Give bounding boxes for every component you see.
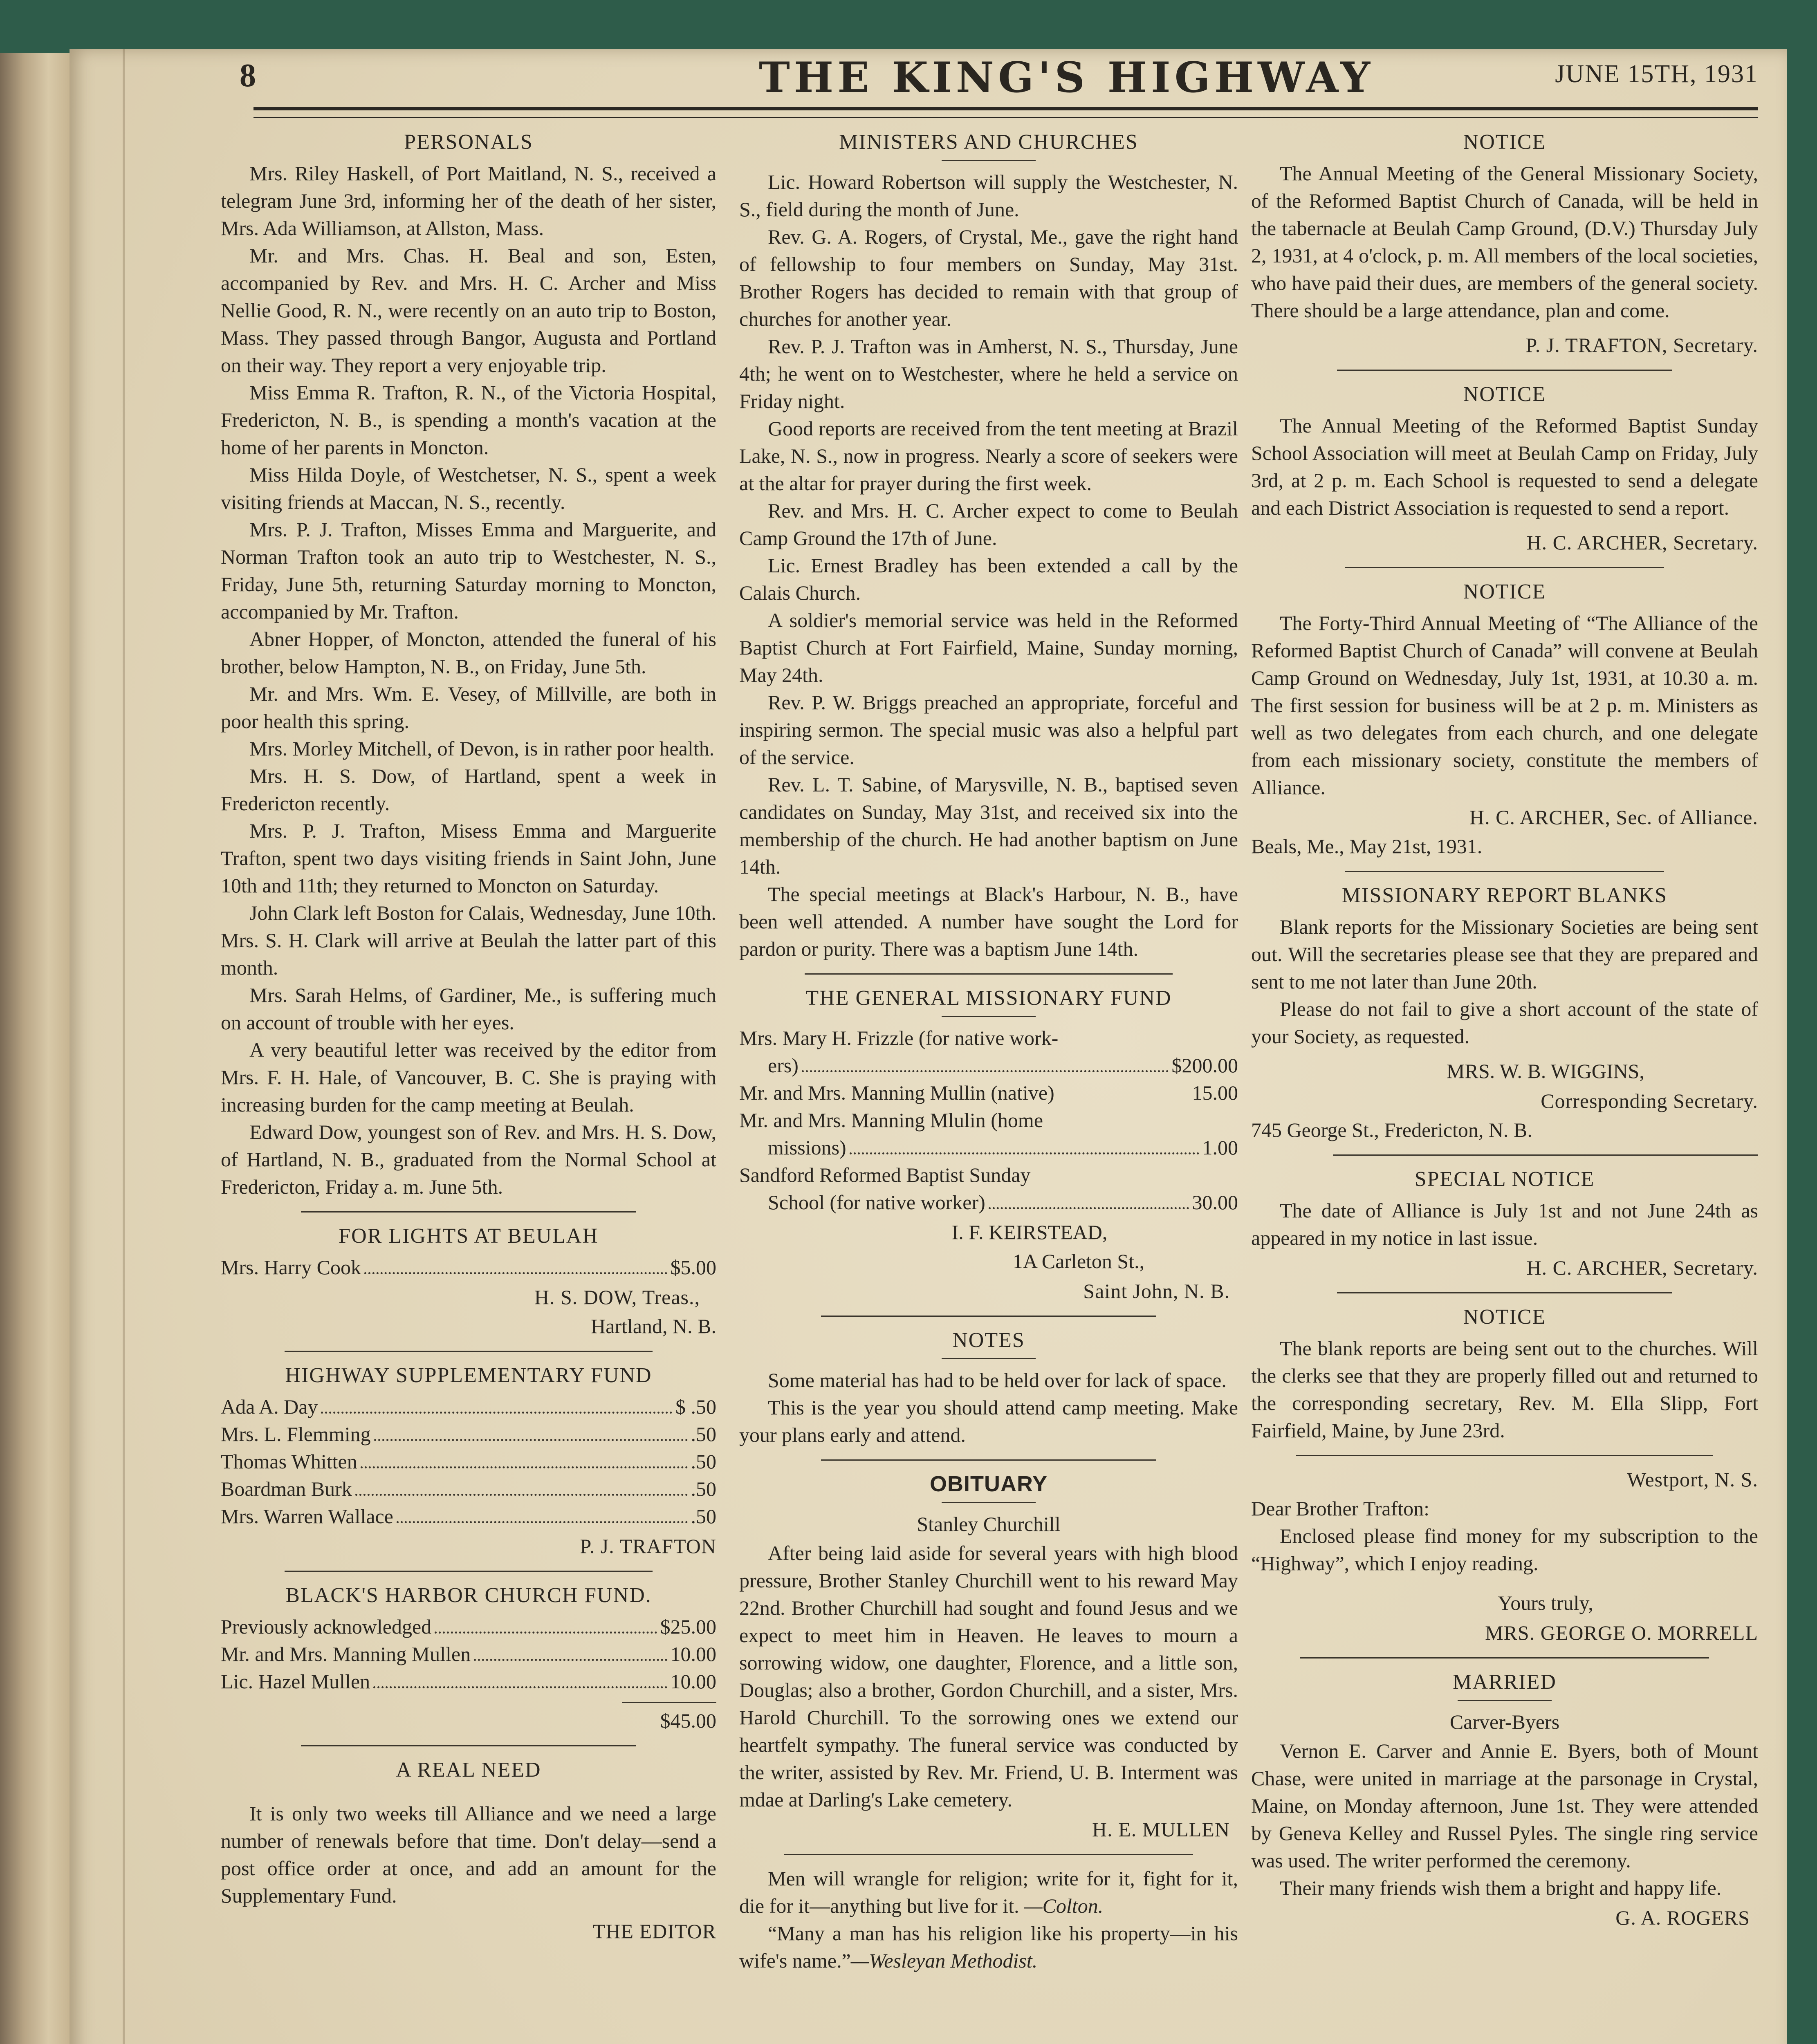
personal-item: Mr. and Mrs. Chas. H. Beal and son, Esten, accompanied by Rev. and Mrs. H. C. Archer and Miss Nellie Good, R. N., were recently on an auto trip to Boston, Mass. They passed through Bangor, Augusta and Portland on their way. They report a very enjoyable trip. — [221, 244, 716, 377]
donation-amount: $ .50 — [675, 1395, 716, 1418]
notice-alliance — [1251, 578, 1758, 860]
leader-dots — [802, 1070, 1169, 1072]
ledger-row — [221, 1503, 716, 1530]
leader-dots — [989, 1207, 1189, 1209]
donation-amount: $5.00 — [670, 1256, 716, 1279]
section-divider — [1337, 370, 1672, 371]
section-divider — [805, 973, 1173, 975]
notice-signature: H. C. ARCHER, Secretary. — [1526, 531, 1758, 554]
church-news-item: Rev. P. W. Briggs preached an appropriate, forceful and inspiring sermon. The special music was also a helpful part of the service. — [739, 691, 1238, 769]
blacks-harbor-fund-section — [221, 1582, 716, 1735]
church-news-item: Good reports are received from the tent meeting at Brazil Lake, N. S., now in progress. Nearly a score of seekers were at the altar for prayer during the first week. — [739, 417, 1238, 495]
ledger-row-label: Mr. and Mrs. Manning Mlulin (home — [739, 1109, 1043, 1132]
church-news-item: A soldier's memorial service was held in the Reformed Baptist Church at Fort Fairfield, Maine, Sunday morning, May 24th. — [739, 609, 1238, 686]
section-divider — [1296, 1455, 1713, 1456]
section-heading: NOTICE — [1463, 130, 1546, 154]
heading-underline — [1458, 1700, 1552, 1701]
heading-underline — [942, 1016, 1036, 1017]
obituary-section — [739, 1470, 1238, 1843]
missionary-fund-section — [739, 984, 1238, 1305]
notice-text: The Annual Meeting of the General Missionary Society, of the Reformed Baptist Church of Canada, will be held in the tabernacle at Beulah Camp Ground, (D.V.) Thursday July 2, 1931, at 4 o'clock, p. m. All members of the local societies, who have paid their dues, are members of the general society. There should be a large attendance, plan and come. — [1251, 162, 1758, 322]
donor-name: Thomas Whitten — [221, 1450, 357, 1473]
keirstead-address: 1A Carleton St., — [1012, 1250, 1145, 1273]
ledger-row — [739, 1052, 1238, 1079]
report-blanks-section — [1251, 882, 1758, 1144]
ministers-churches-section — [739, 128, 1238, 963]
church-news-item: Rev. L. T. Sabine, of Marysville, N. B., baptised seven candidates on Sunday, May 31st, and received six into the membership of the church. He had another baptism on June 14th. — [739, 773, 1238, 878]
church-news-item: Rev. and Mrs. H. C. Archer expect to come to Beulah Camp Ground the 17th of June. — [739, 499, 1238, 549]
masthead-rule-thick — [253, 107, 1758, 110]
real-need-section — [221, 1756, 716, 1945]
married-text: Their many friends wish them a bright and happy life. — [1280, 1876, 1722, 1899]
section-heading: MINISTERS AND CHURCHES — [839, 130, 1138, 154]
section-heading: FOR LIGHTS AT BEULAH — [339, 1224, 599, 1248]
ledger-row — [739, 1134, 1238, 1161]
ledger-row — [221, 1641, 716, 1668]
section-heading: PERSONALS — [404, 130, 533, 154]
subscriber-letter — [1251, 1466, 1758, 1647]
notice-text: The blank reports are being sent out to the churches. Will the clerks see that they are properly filled out and returned to the corresponding secretary, Rev. M. Ella Slipp, Fort Fairfield, Maine, by June 23rd. — [1251, 1337, 1758, 1442]
personal-item: Mrs. P. J. Trafton, Misses Emma and Marguerite, and Norman Trafton took an auto trip to Westchester, N. S., Friday, June 5th, returning Saturday morning to Moncton, accompanied by Mr. Trafton. — [221, 518, 716, 623]
personals-section — [221, 128, 716, 1201]
leader-dots — [361, 1466, 688, 1468]
leader-dots — [397, 1521, 688, 1523]
section-heading: THE GENERAL MISSIONARY FUND — [805, 986, 1172, 1010]
donor-name: missions) — [768, 1136, 846, 1159]
supplementary-fund-section — [221, 1362, 716, 1560]
note-item: This is the year you should attend camp meeting. Make your plans early and attend. — [739, 1396, 1238, 1446]
section-heading: NOTICE — [1463, 1305, 1546, 1329]
notice-signature: H. C. ARCHER, Sec. of Alliance. — [1469, 806, 1758, 829]
personal-item: John Clark left Boston for Calais, Wednesday, June 10th. Mrs. S. H. Clark will arrive at Beulah the latter part of this month. — [221, 901, 716, 979]
letter-closing: Yours truly, — [1498, 1591, 1593, 1614]
publication-title: THE KING'S HIGHWAY — [759, 53, 1375, 102]
wiggins-title: Corresponding Secretary. — [1541, 1089, 1758, 1112]
leader-dots — [364, 1272, 667, 1274]
notice-dateline: Beals, Me., May 21st, 1931. — [1251, 835, 1483, 858]
column-right — [1251, 123, 1758, 1933]
ledger-row — [739, 1189, 1238, 1216]
treasurer-signature: H. S. DOW, Treas., — [534, 1286, 700, 1309]
donor-name: Ada A. Day — [221, 1395, 318, 1418]
section-heading: NOTICE — [1463, 580, 1546, 603]
letter-body: Enclosed please find money for my subscription to the “Highway”, which I enjoy reading. — [1251, 1524, 1758, 1575]
personal-item: Miss Hilda Doyle, of Westchetser, N. S., spent a week visiting friends at Maccan, N. S., recently. — [221, 463, 716, 513]
notice-blank-reports — [1251, 1303, 1758, 1444]
section-divider — [301, 1745, 636, 1746]
quote-source: —Colton. — [1024, 1894, 1104, 1917]
section-divider — [1345, 567, 1664, 568]
married-names: Carver-Byers — [1449, 1710, 1560, 1733]
wiggins-address: 745 George St., Fredericton, N. B. — [1251, 1118, 1532, 1141]
section-divider — [285, 1351, 653, 1352]
personal-item: Abner Hopper, of Moncton, attended the funeral of his brother, below Hampton, N. B., on Friday, June 5th. — [221, 628, 716, 678]
donor-name: Previously acknowledged — [221, 1615, 432, 1638]
donation-amount: .50 — [691, 1423, 716, 1446]
section-heading: HIGHWAY SUPPLEMENTARY FUND — [285, 1364, 652, 1387]
ledger-row — [221, 1393, 716, 1421]
personal-item: Mrs. Riley Haskell, of Port Maitland, N. S., received a telegram June 3rd, informing her of the death of her sister, Mrs. Ada Williamson, at Allston, Mass. — [221, 162, 716, 240]
obituary-name: Stanley Churchill — [917, 1513, 1061, 1535]
ledger-row — [221, 1668, 716, 1695]
section-divider — [285, 1571, 653, 1572]
ledger-row — [221, 1475, 716, 1503]
donor-name: Boardman Burk — [221, 1477, 352, 1500]
ledger-row — [221, 1613, 716, 1641]
quote-text: “Many a man has his religion like his property—in his wife's name.” — [739, 1922, 1238, 1972]
section-heading: MARRIED — [1453, 1670, 1557, 1694]
personal-item: Mrs. P. J. Trafton, Misess Emma and Marguerite Trafton, spent two days visiting friends in Saint John, June 10th and 11th; they returned to Moncton on Saturday. — [221, 819, 716, 897]
donor-name: Lic. Hazel Mullen — [221, 1670, 370, 1693]
quote-source: —Wesleyan Methodist. — [850, 1949, 1038, 1972]
section-divider — [1345, 871, 1664, 872]
section-divider — [301, 1211, 636, 1213]
section-heading: NOTES — [952, 1329, 1025, 1352]
ledger-row — [739, 1079, 1238, 1107]
donor-name: Mrs. Harry Cook — [221, 1256, 361, 1279]
quote-text: Men will wrangle for religion; write for it, fight for it, die for it—anything but live for it. — [739, 1867, 1238, 1917]
section-divider — [1333, 1154, 1758, 1156]
special-notice-section — [1251, 1165, 1758, 1282]
book-page-edges — [0, 53, 70, 2044]
section-heading: BLACK'S HARBOR CHURCH FUND. — [285, 1584, 652, 1607]
donor-name: Mr. and Mrs. Manning Mullen — [221, 1643, 471, 1665]
notice-missionary-society — [1251, 128, 1758, 359]
donation-amount: 15.00 — [1192, 1081, 1238, 1104]
donor-name: Mr. and Mrs. Manning Mullin (native) — [739, 1081, 1054, 1104]
section-divider — [821, 1316, 1156, 1317]
church-news-item: Lic. Ernest Bradley has been extended a call by the Calais Church. — [739, 554, 1238, 604]
leader-dots — [435, 1632, 657, 1634]
special-notice-text: The date of Alliance is July 1st and not June 24th as appeared in my notice in last issue. — [1251, 1199, 1758, 1249]
editorial-paragraph: It is only two weeks till Alliance and we need a large number of renewals before that time. Don't delay—send a post office order at once, and add an amount for the Supplementary Fund. — [221, 1802, 716, 1907]
notice-text: The Forty-Third Annual Meeting of “The Alliance of the Reformed Baptist Church of Canada” will convene at Beulah Camp Ground on Wednesday, July 1st, 1931, at 10.30 a. m. The first session for business will be at 2 p. m. Ministers as well as two delegates from each church, and one delegate from each missionary society, constitute the members of Alliance. — [1251, 612, 1758, 799]
leader-dots — [850, 1152, 1199, 1154]
donor-name: Mrs. Warren Wallace — [221, 1505, 393, 1528]
leader-dots — [355, 1494, 688, 1496]
donation-amount: .50 — [691, 1505, 716, 1528]
leader-dots — [374, 1439, 688, 1441]
donation-amount: $200.00 — [1171, 1054, 1238, 1077]
leader-dots — [321, 1412, 672, 1414]
section-heading: SPECIAL NOTICE — [1414, 1168, 1595, 1191]
notice-signature: P. J. TRAFTON, Secretary. — [1525, 334, 1758, 356]
section-divider — [1337, 1292, 1672, 1293]
page-number: 8 — [240, 58, 256, 94]
notice-sunday-school — [1251, 381, 1758, 556]
quote-item — [739, 1920, 1238, 1975]
ledger-row-label: Sandford Reformed Baptist Sunday — [739, 1163, 1031, 1186]
donor-name: Mrs. L. Flemming — [221, 1423, 371, 1446]
married-signature: G. A. ROGERS — [1615, 1906, 1750, 1929]
ledger-row — [221, 1421, 716, 1448]
leader-dots — [373, 1686, 667, 1688]
section-heading: OBITUARY — [930, 1472, 1048, 1496]
personal-item: Mr. and Mrs. Wm. E. Vesey, of Millville, are both in poor health this spring. — [221, 682, 716, 733]
report-blanks-text: Please do not fail to give a short account of the state of your Society, as requested. — [1251, 997, 1758, 1048]
personal-item: A very beautiful letter was received by the editor from Mrs. F. H. Hale, of Vancouver, B. C. She is praying with increasing burden for the camp meeting at Beulah. — [221, 1038, 716, 1116]
section-heading: MISSIONARY REPORT BLANKS — [1341, 884, 1668, 907]
personal-item: Mrs. Morley Mitchell, of Devon, is in rather poor health. — [249, 737, 715, 760]
married-text: Vernon E. Carver and Annie E. Byers, both of Mount Chase, were united in marriage at the parsonage in Crystal, Maine, on Monday afternoon, June 1st. They were attended by Geneva Kelley and Russel Pyles. The single ring service was used. The writer performed the ceremony. — [1251, 1739, 1758, 1872]
fund-total: $45.00 — [660, 1709, 716, 1732]
church-news-item: The special meetings at Black's Harbour, N. B., have been well attended. A number have sought the Lord for pardon or purity. There was a baptism June 14th. — [739, 883, 1238, 960]
ledger-row-label: Mrs. Mary H. Frizzle (for native work- — [739, 1026, 1059, 1049]
masthead-rule-thin — [253, 117, 1758, 118]
fund-signature: P. J. TRAFTON — [580, 1535, 716, 1558]
editor-signature: THE EDITOR — [592, 1920, 716, 1943]
personal-item: Edward Dow, youngest son of Rev. and Mrs. H. S. Dow, of Hartland, N. B., graduated from the Normal School at Fredericton, Friday a. m. June 5th. — [221, 1121, 716, 1198]
notes-section — [739, 1327, 1238, 1449]
married-section — [1251, 1668, 1758, 1932]
section-heading: A REAL NEED — [396, 1758, 541, 1782]
donation-amount: 10.00 — [670, 1643, 716, 1665]
donation-amount: .50 — [691, 1450, 716, 1473]
leader-dots — [474, 1659, 667, 1661]
church-news-item: Lic. Howard Robertson will supply the Westchester, N. S., field during the month of June. — [739, 170, 1238, 221]
section-heading: NOTICE — [1463, 383, 1546, 406]
donation-amount: 1.00 — [1202, 1136, 1238, 1159]
quotes-section — [739, 1865, 1238, 1975]
keirstead-city: Saint John, N. B. — [1083, 1280, 1230, 1302]
obituary-signature: H. E. MULLEN — [1092, 1818, 1230, 1841]
section-divider — [784, 1854, 1193, 1855]
keirstead-signature: I. F. KEIRSTEAD, — [951, 1221, 1108, 1244]
church-news-item: Rev. P. J. Trafton was in Amherst, N. S., Thursday, June 4th; he went on to Westchester, where he held a service on Friday night. — [739, 335, 1238, 412]
report-blanks-text: Blank reports for the Missionary Societies are being sent out. Will the secretaries please see that they are prepared and sent to me not later than June 20th. — [1251, 915, 1758, 993]
column-middle — [739, 123, 1238, 1975]
letter-signature: MRS. GEORGE O. MORRELL — [1485, 1621, 1758, 1644]
personal-item: Mrs. H. S. Dow, of Hartland, spent a week in Fredericton recently. — [221, 764, 716, 815]
section-divider — [821, 1459, 1156, 1461]
church-news-item: Rev. G. A. Rogers, of Crystal, Me., gave the right hand of fellowship to four members on Sunday, May 31st. Brother Rogers has decided to remain with that group of churches for another year. — [739, 225, 1238, 330]
heading-underline — [942, 160, 1036, 161]
total-rule — [622, 1702, 716, 1703]
donation-amount: 30.00 — [1192, 1191, 1238, 1214]
quote-item — [739, 1865, 1238, 1920]
ledger-row — [221, 1254, 716, 1281]
donation-amount: .50 — [691, 1477, 716, 1500]
personal-item: Miss Emma R. Trafton, R. N., of the Victoria Hospital, Fredericton, N. B., is spending a month's vacation at the home of her parents in Moncton. — [221, 381, 716, 459]
donation-amount: $25.00 — [660, 1615, 716, 1638]
wiggins-signature: MRS. W. B. WIGGINS, — [1447, 1060, 1644, 1083]
personal-item: Mrs. Sarah Helms, of Gardiner, Me., is suffering much on account of trouble with her eyes. — [221, 984, 716, 1034]
obituary-text: After being laid aside for several years with high blood pressure, Brother Stanley Churchill went to his reward May 22nd. Brother Churchill had sought and found Jesus and we expect to meet him in Heaven. He leaves to mourn a sorrowing widow, one daughter, Florence, and a little son, Douglas; also a brother, Gordon Churchill, and a sister, Mrs. Harold Churchill. To the sorrowing ones we extend our heartfelt sympathy. The funeral service was conducted by the writer, assisted by Rev. Mr. Friend, U. B. Interment was mdae at Darling's Lake cemetery. — [739, 1542, 1238, 1811]
masthead — [240, 53, 1758, 110]
section-divider — [1300, 1657, 1709, 1659]
column-left — [221, 123, 716, 1947]
binding-gutter — [123, 49, 125, 2044]
issue-date: JUNE 15TH, 1931 — [1555, 60, 1758, 88]
lights-fund-section — [221, 1222, 716, 1340]
donation-amount: 10.00 — [670, 1670, 716, 1693]
letter-place: Westport, N. S. — [1627, 1468, 1758, 1491]
notice-text: The Annual Meeting of the Reformed Baptist Sunday School Association will meet at Beulah Camp on Friday, July 3rd, at 2 p. m. Each School is requested to send a delegate and each District Association is requested to send a report. — [1251, 414, 1758, 519]
treasurer-location: Hartland, N. B. — [591, 1315, 716, 1338]
heading-underline — [942, 1358, 1036, 1359]
note-item: Some material has had to be held over for lack of space. — [768, 1369, 1227, 1392]
letter-salutation: Dear Brother Trafton: — [1251, 1497, 1430, 1520]
donor-name: School (for native worker) — [768, 1191, 985, 1214]
special-notice-signature: H. C. ARCHER, Secretary. — [1526, 1256, 1758, 1279]
donor-name: ers) — [768, 1054, 799, 1077]
ledger-row — [221, 1448, 716, 1475]
heading-underline — [942, 1502, 1036, 1503]
